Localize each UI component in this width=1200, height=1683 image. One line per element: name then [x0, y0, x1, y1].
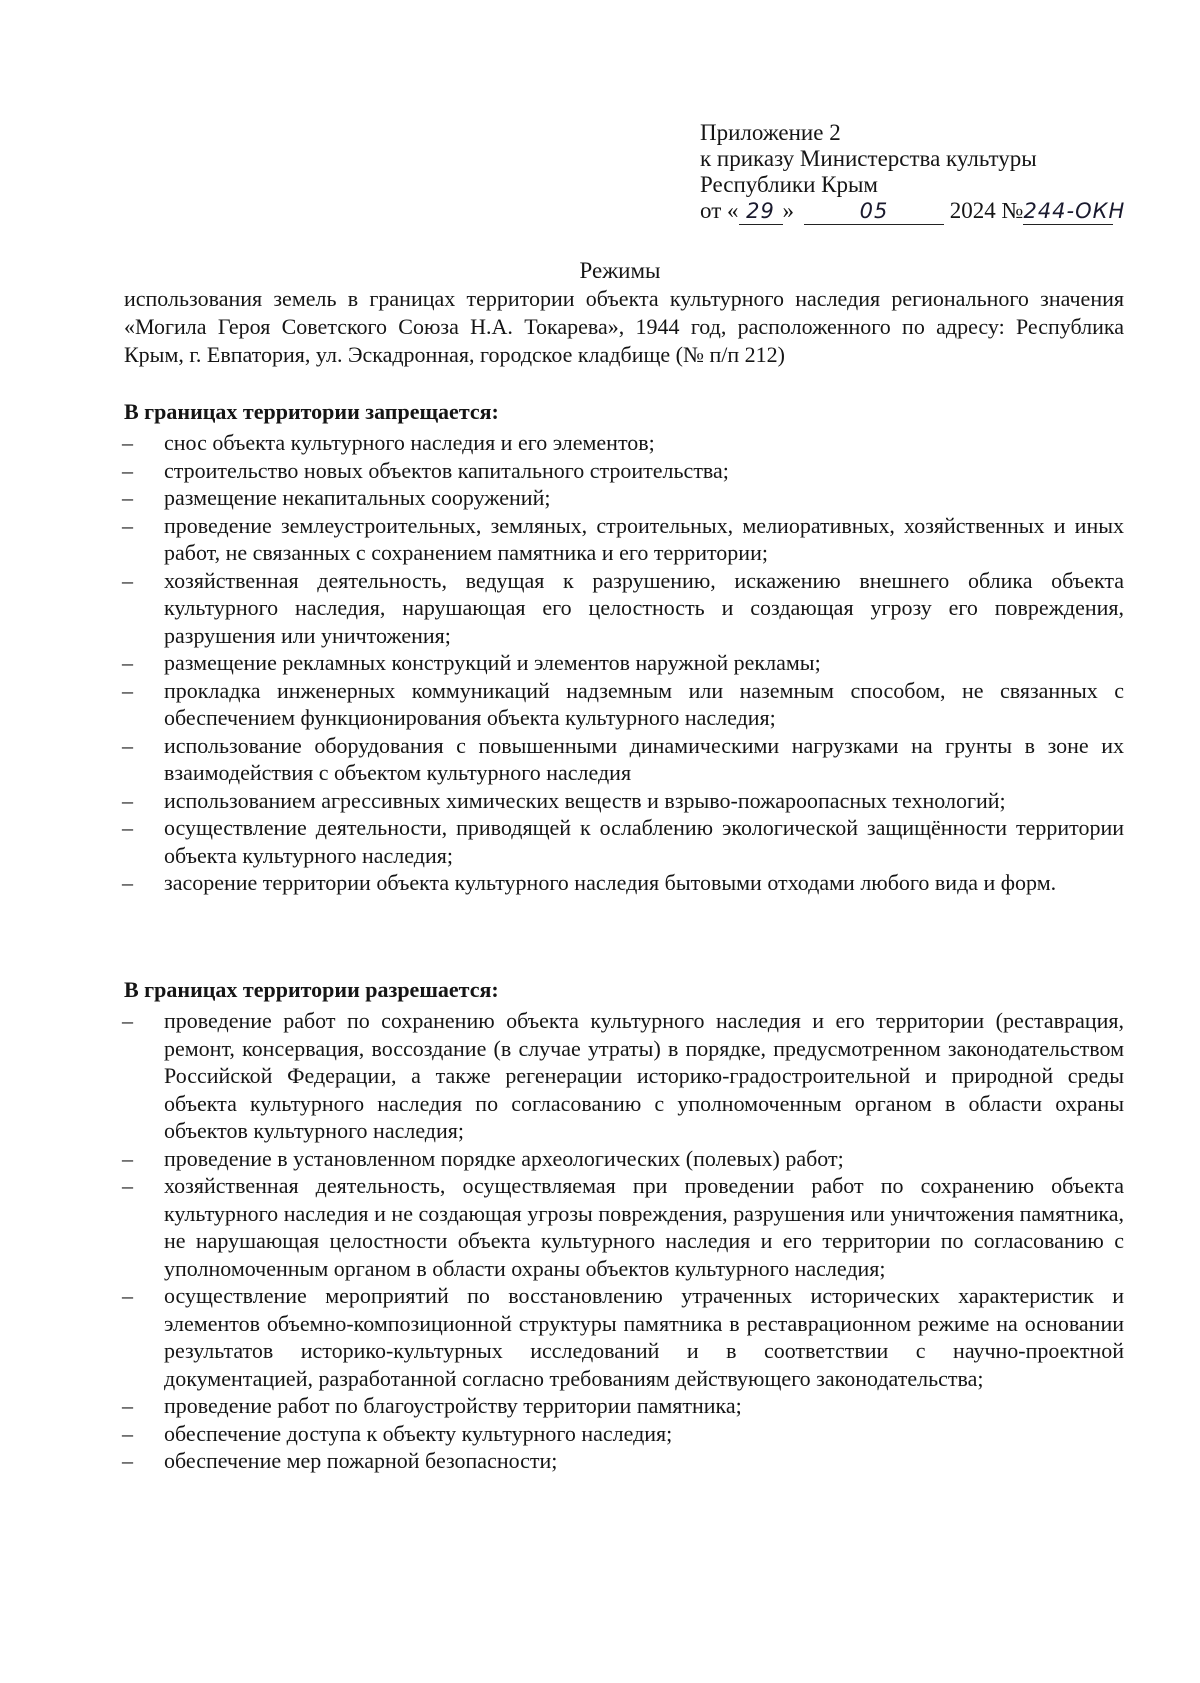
list-item-text: строительство новых объектов капитального строительства;	[164, 457, 729, 483]
list-item-text: снос объекта культурного наследия и его элементов;	[164, 430, 655, 455]
date-day-field	[739, 200, 783, 225]
dash-bullet: –	[122, 567, 133, 593]
list-item-text: проведение работ по благоустройству территории памятника;	[164, 1393, 742, 1418]
list-item-text: проведение работ по сохранению объекта культурного наследия и его территории (реставрация, ремонт, консервация, воссоздание (в случае утраты) в порядке, предусмотренном законодательством Российской Федерации, а также регенерации историко-градостроительной и природной среды объекта культурного наследия по согласованию с уполномоченным органом в области охраны объектов культурного наследия;	[164, 1008, 1124, 1143]
dash-bullet: –	[122, 815, 133, 840]
dash-bullet: –	[122, 870, 133, 895]
list-item	[124, 484, 1124, 512]
dash-bullet: –	[122, 787, 133, 813]
dash-bullet: –	[122, 677, 133, 703]
date-year: 2024 №	[949, 198, 1024, 223]
appendix-label: Приложение 2	[700, 120, 841, 145]
list-item	[124, 1392, 1124, 1420]
list-item-text: использование оборудования с повышенными динамическими нагрузками на грунты в зоне их взаимодействия с объектом культурного наследия	[164, 732, 1124, 785]
list-item-text: размещение некапитальных сооружений;	[164, 485, 551, 510]
list-item	[124, 814, 1124, 869]
list-item-text: засорение территории объекта культурного наследия бытовыми отходами любого вида и форм.	[164, 870, 1057, 895]
prohibited-list	[124, 429, 1124, 897]
allowed-section	[124, 976, 1124, 1475]
list-item	[124, 1172, 1124, 1282]
dash-bullet: –	[122, 512, 133, 538]
list-item	[124, 1145, 1124, 1173]
appendix-order-ref: к приказу Министерства культуры	[700, 146, 1037, 171]
list-item-text: обеспечение доступа к объекту культурного наследия;	[164, 1420, 673, 1446]
date-day-handwritten: 29	[746, 199, 775, 223]
list-item	[124, 1282, 1124, 1392]
document-intro: использования земель в границах территории объекта культурного наследия регионального значения «Могила Героя Советского Союза Н.А. Токарева», 1944 год, расположенного по адресу: Республика Крым, г. Евпатория, ул. Эскадронная, городское кладбище (№ п/п 212)	[124, 286, 1124, 367]
list-item	[124, 567, 1124, 650]
list-item	[124, 787, 1124, 815]
allowed-heading: В границах территории разрешается:	[124, 977, 499, 1002]
list-item-text: прокладка инженерных коммуникаций надземным или наземным способом, не связанных с обеспечением функционирования объекта культурного наследия;	[164, 677, 1124, 730]
dash-bullet: –	[122, 1393, 133, 1418]
list-item-text: размещение рекламных конструкций и элементов наружной рекламы;	[164, 650, 821, 675]
dash-bullet: –	[122, 650, 133, 675]
list-item-text: хозяйственная деятельность, ведущая к разрушению, искажению внешнего облика объекта культурного наследия, нарушающая его целостность и создающая угрозу его повреждения, разрушения или уничтожения;	[164, 567, 1124, 648]
dash-bullet: –	[122, 485, 133, 510]
list-item-text: осуществление мероприятий по восстановлению утраченных исторических характеристик и элементов объемно-композиционной структуры памятника в реставрационном режиме на основании результатов историко-культурных исследований и в соответствии с научно-проектной документацией, разработанной согласно требованиям действующего законодательства;	[164, 1283, 1124, 1391]
list-item-text: использованием агрессивных химических веществ и взрыво-пожароопасных технологий;	[164, 787, 1006, 813]
list-item-text: хозяйственная деятельность, осуществляемая при проведении работ по сохранению объекта культурного наследия и не создающая угрозы повреждения, разрушения или уничтожения памятника, не нарушающая целостности объекта культурного наследия и его территории по согласованию с уполномоченным органом в области охраны объектов культурного наследия;	[164, 1173, 1124, 1281]
dash-bullet: –	[122, 1420, 133, 1446]
list-item	[124, 649, 1124, 677]
date-prefix: от «	[700, 198, 739, 223]
list-item	[124, 457, 1124, 485]
list-item	[124, 1007, 1124, 1145]
list-item	[124, 732, 1124, 787]
list-item-text: проведение в установленном порядке археологических (полевых) работ;	[164, 1145, 844, 1171]
dash-bullet: –	[122, 732, 133, 758]
allowed-list	[124, 1007, 1124, 1475]
dash-bullet: –	[122, 1448, 133, 1473]
list-item	[124, 1420, 1124, 1448]
dash-bullet: –	[122, 1008, 133, 1033]
list-item	[124, 1447, 1124, 1475]
dash-bullet: –	[122, 1145, 133, 1171]
prohibited-heading: В границах территории запрещается:	[124, 399, 499, 424]
dash-bullet: –	[122, 457, 133, 483]
order-number-field	[1023, 199, 1126, 225]
list-item-text: проведение землеустроительных, земляных, строительных, мелиоративных, хозяйственных и иных работ, не связанных с сохранением памятника и его территории;	[164, 512, 1124, 565]
date-separator: »	[782, 198, 794, 223]
dash-bullet: –	[122, 1283, 133, 1308]
list-item	[124, 677, 1124, 732]
date-month-handwritten: 05	[859, 199, 889, 223]
list-item	[124, 512, 1124, 567]
dash-bullet: –	[122, 1173, 133, 1198]
list-item	[124, 869, 1124, 897]
document-title: Режимы	[579, 258, 661, 283]
list-item-text: обеспечение мер пожарной безопасности;	[164, 1448, 558, 1473]
prohibited-section	[124, 398, 1124, 897]
appendix-date-line	[700, 198, 1170, 225]
appendix-block	[700, 120, 1170, 225]
date-month-field	[804, 200, 944, 225]
order-number-handwritten: 244-ОКН	[1023, 199, 1126, 223]
list-item-text: осуществление деятельности, приводящей к ослаблению экологической защищённости территории объекта культурного наследия;	[164, 815, 1124, 868]
list-item	[124, 429, 1124, 457]
dash-bullet: –	[122, 430, 133, 455]
appendix-ministry: Республики Крым	[700, 172, 878, 197]
